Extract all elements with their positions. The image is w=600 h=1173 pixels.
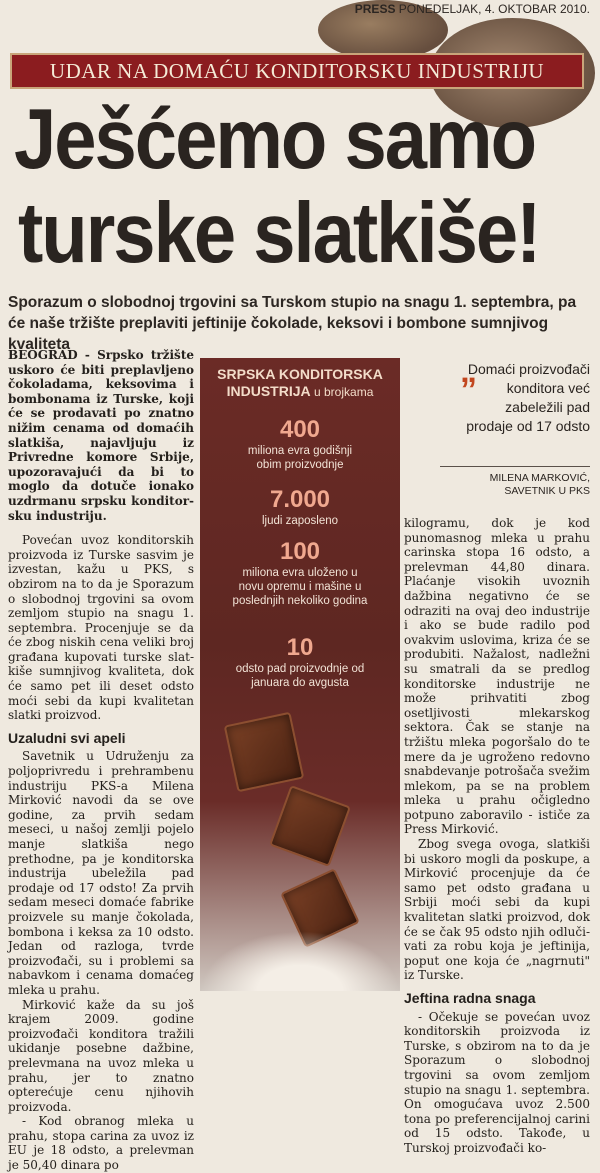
body-paragraph: - Kod obranog mleka u prahu, stopa carina za uvoz iz EU je 18 odsto, a prelevman je 50,40 dinara po <box>8 1114 194 1173</box>
body-paragraph: Povećan uvoz konditorskih proizvoda iz Turske sasvim je izvestan, kažu u PKS, s obzirom na to da je Sporazum o slobodnoj trgovini sa ovom zemljom stupio na snagu 1. septembra. Procenjuje se da će zbog niskih cena veliki broj građana kupovati turske slatkiše sumnjivog kvaliteta, dok će samo pet ili deset odsto moći sebi da kupi kvalitetan slatki proizvod. <box>8 533 194 723</box>
stat-value: 10 <box>286 634 314 661</box>
body-paragraph: - Očekuje se povećan uvoz konditorskih proizvoda iz Turske, s obzirom na to da je Sporazum o slobodnoj trgovini sa ovom zemljom stupio na snagu 1. septembra. On omogućava uvoz 2.500 tona po preferencijalnoj carini od 15 odsto. Takođe, u Turskoj proizvođači ko- <box>404 1009 590 1155</box>
stat-label: ljudi zaposleno <box>261 515 339 527</box>
infographic-title-suffix: u brojkama <box>314 385 374 399</box>
subheading: Jeftina radna snaga <box>404 990 536 1006</box>
infographic-title-word: INDUSTRIJA <box>226 383 311 399</box>
masthead <box>350 2 590 20</box>
section-banner: UDAR NA DOMAĆU KONDITORSKU INDUSTRIJU <box>10 53 584 89</box>
body-paragraph: Zbog svega ovoga, slatkiši bi uskoro mogli da poskupe, a Mirković procenjuje da će samo pet odsto građana u Srbiji moći sebi da kupi kvalitetan slatki proizvod, dok će se čak 95 odsto njih odlučivati za robu koja je jeftinija, poput one koja će „nagrnuti" iz Turske. <box>404 837 590 983</box>
infographic <box>200 358 400 991</box>
stat-value: 400 <box>279 416 321 443</box>
headline-line-2: turske slatkiše! <box>18 186 540 282</box>
stat-label: odsto pad proizvodnje od januara do avgusta <box>235 663 365 689</box>
body-paragraph: kilogramu, dok je kod punomasnog mleka u prahu carinska stopa 16 odsto, a prelevman 44,80 dinara. Plaćanje visokih uvoznih dažbina negativno će se odraziti na ovaj deo industrije i ako se bude radilo pod ovakvim uslovima, kriza će se produbiti. Nažalost, nadležni su smatrali da se predlog konditorske industrije ne može prihvatiti zbog osetljivosti mlekarskog sektora. Čak se stanje na tržištu mleka pogoršalo do te mere da je ugroženo redovno snabdevanje potrošača svežim mlekom, pa se na problem mleka u prahu očigledno potpuno zaboravilo - ističe za Press Mirković. <box>404 516 590 837</box>
quote-mark-icon: „ <box>460 352 477 390</box>
chocolate-piece-image <box>269 785 351 867</box>
quote-source-title: SAVETNIK U PKS <box>504 485 590 497</box>
divider <box>440 466 590 467</box>
body-paragraph: Savetnik u Udruženju za polјoprivredu i prehrambenu industriju PKS-a Milena Mirković navodi da se ove godine, za prvih sedam meseci, u našoj zemlji pojelo manje slatkiša nego prethodne, pa je konditorska industrija ubeležila pad prodaje od 17 odsto! Za prvih sedam meseci domaće fabrike proizvele su manje čokolada, bombona i keksa za 10 odsto. Jedan od razloga, tvrde proizvođači, su i problemi sa nabavkom i cenama domaćeg mleka u prahu. <box>8 749 194 997</box>
quote-source-name: MILENA MARKOVIĆ, <box>489 472 590 484</box>
stat-label: miliona evra uloženo u novu opremu i mašine u poslednjih nekoliko godina <box>232 567 368 607</box>
headline-line-1: Ješćemo samo <box>14 92 535 188</box>
body-paragraph: Mirković kaže da su još krajem 2009. godine proizvođači konditora tražili ukidanje posebne dažbine, prelevmana na uvoz mleka u prahu, jer to znatno opterećuje cenu njihovih proizvoda. <box>8 997 194 1114</box>
lead-paragraph: BEOGRAD - Srpsko tržište uskoro će biti preplavljeno čokoladama, keksovima i bombonama iz Turske, koji će se prodavati po znatno nižim cenama od domaćih slatkiša, najavljuju iz Privredne komore Srbije, upozoravajući da bi to moglo da dotuče ionako uzdrmanu srpsku konditorsku industriju. <box>8 348 194 523</box>
stat-value: 100 <box>279 538 321 565</box>
article-deck: Sporazum o slobodnoj trgovini sa Turskom stupio na snagu 1. septembra, pa će naše tržište preplaviti jeftinije čokolade, keksovi i bombone sumnjivog kvaliteta <box>8 294 577 353</box>
quote-source <box>440 472 590 498</box>
issue-date: PONEDELJAK, 4. OKTOBAR 2010. <box>398 2 590 16</box>
left-column <box>8 348 194 1173</box>
stat-value: 7.000 <box>269 486 331 513</box>
subheading: Uzaludni svi apeli <box>8 729 126 746</box>
publication-name: PRESS <box>354 2 396 16</box>
infographic-title-line-2 <box>200 383 400 401</box>
pull-quote: Domaći proizvođači konditora već zabeležili pad prodaje od 17 odsto <box>466 361 590 434</box>
milk-splash-image <box>200 931 400 991</box>
infographic-title: SRPSKA KONDITORSKA <box>217 366 383 382</box>
chocolate-piece-image <box>224 712 305 793</box>
stat-label: miliona evra godišnji obim proizvodnje <box>247 445 353 471</box>
right-column <box>404 516 590 1156</box>
